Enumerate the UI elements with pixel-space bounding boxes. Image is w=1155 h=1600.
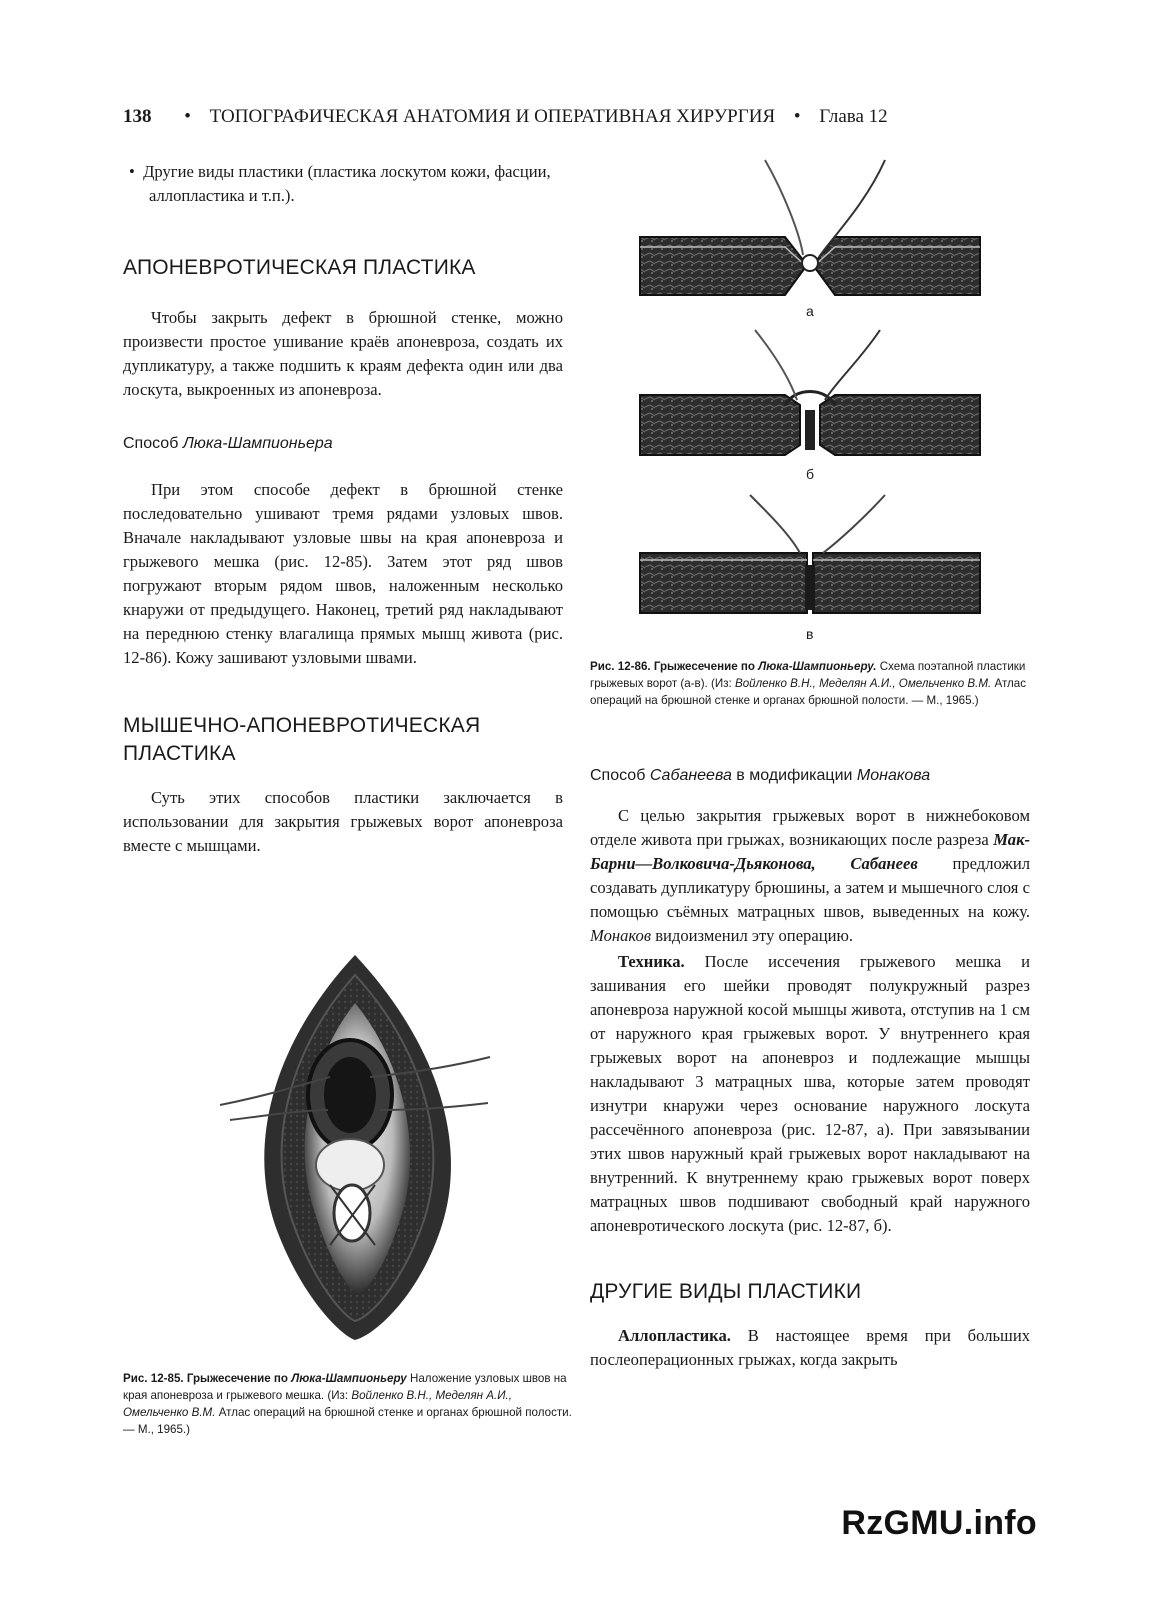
book-title: ТОПОГРАФИЧЕСКАЯ АНАТОМИЯ И ОПЕРАТИВНАЯ ХИРУРГИЯ	[209, 106, 776, 127]
paragraph-technique	[590, 950, 1030, 1238]
section-title-aponeurotic: АПОНЕВРОТИЧЕСКАЯ ПЛАСТИКА	[123, 256, 476, 279]
fig86-label-italic: Люка-Шампионьеру.	[758, 660, 877, 673]
method2-mod: Монакова	[856, 767, 931, 784]
method-heading-luca	[123, 432, 563, 456]
fig85-authors: Войленко В.Н., Меделян А.И., Омельченко В.М.	[123, 1389, 512, 1419]
fig86-authors: Войленко В.Н., Меделян А.И., Омельченко В.М.	[734, 677, 992, 690]
panel-a-label: а	[806, 303, 814, 319]
fig85-source: Атлас операций на брюшной стенке и органах брюшной полости. — М., 1965.)	[123, 1406, 572, 1436]
technique-label: Техника.	[618, 952, 685, 971]
section-title-musculo	[123, 712, 563, 768]
paragraph-sabaneev	[590, 804, 1030, 948]
fig85-label-italic: Люка-Шампионьеру	[291, 1372, 407, 1385]
figure-12-85-caption	[123, 1370, 575, 1438]
panel-b-label: б	[806, 466, 815, 482]
fig85-text: Наложение узловых швов на края апоневроза и грыжевого мешка. (Из:	[123, 1372, 567, 1402]
sab-text-d: Монаков	[590, 926, 652, 945]
method-heading-sabaneev	[590, 764, 1030, 788]
paragraph-alloplasty	[590, 1324, 1030, 1372]
fig86-source: Атлас операций на брюшной стенке и органах брюшной полости. — М., 1965.)	[590, 677, 1027, 707]
bullet-marker: •	[129, 162, 135, 181]
method2-name: Сабанеева	[649, 767, 732, 784]
sab-text-c: предложил создавать дупликатуру брюшины, а затем и мышечного слоя с помощью съёмных матрацных швов, выведенных на кожу.	[590, 854, 1030, 921]
left-column	[123, 160, 563, 858]
allo-text: В настоящее время при больших послеоперационных грыжах, когда закрыть	[590, 1326, 1031, 1369]
paragraph-musculo: Суть этих способов пластики заключается в использовании для закрытия грыжевых ворот апоневроза вместе с мышцами.	[123, 788, 563, 855]
figure-12-86-illustration	[635, 155, 985, 645]
figure-12-86-caption	[590, 658, 1030, 709]
panel-c-label: в	[806, 626, 814, 642]
bullet-item	[123, 160, 563, 208]
panel-b-graphic	[640, 330, 980, 455]
panel-c-graphic	[640, 495, 980, 613]
bullet-text: Другие виды пластики (пластика лоскутом кожи, фасции, аллопластика и т.п.).	[143, 162, 551, 205]
fig86-label: Рис. 12-86. Грыжесечение по	[590, 660, 755, 673]
method-prefix: Способ	[123, 435, 179, 452]
method2-mid: в модификации	[736, 767, 853, 784]
sab-text-e: видоизменил эту операцию.	[655, 926, 854, 945]
right-column	[590, 764, 1030, 1372]
section-title-line1: МЫШЕЧНО-АПОНЕВРОТИЧЕСКАЯ	[123, 714, 481, 737]
sab-text-b: Мак-Барни—Волковича-Дьяконова, Сабанеев	[590, 830, 1031, 873]
header-separator-2: •	[793, 106, 801, 127]
panel-a-graphic	[640, 160, 980, 295]
fig86-text: Схема поэтапной пластики грыжевых ворот (а-в). (Из:	[590, 660, 1026, 690]
paragraph-luca: При этом способе дефект в брюшной стенке последовательно ушивают тремя рядами узловых швов. Вначале накладывают узловые швы на края апоневроза и грыжевого мешка (рис. 12-85). Затем этот ряд швов погружают вторым рядом швов, наложенным несколько кнаружи от предыдущего. Наконец, третий ряд накладывают на переднюю стенку влагалища прямых мышц живота (рис. 12-86). Кожу зашивают узловыми швами.	[123, 480, 563, 667]
watermark-logo: RzGMU.info	[841, 1504, 1037, 1542]
section-title-line2: ПЛАСТИКА	[123, 742, 236, 765]
technique-text: После иссечения грыжевого мешка и зашивания его шейки проводят полукружный разрез апоневроза наружной косой мышцы живота, отступив на 1 см от наружного края грыжевых ворот. У внутреннего края грыжевых ворот на апоневроз и подлежащие мышцы накладывают 3 матрацных шва, которые затем проводят изнутри кнаружи через основание наружного лоскута рассечённого апоневроза (рис. 12-87, а). При завязывании этих швов наружный край грыжевых ворот накладывают на внутренний. К внутреннему краю грыжевых ворот поверх матрацных швов подшивают свободный край наружного апоневротического лоскута (рис. 12-87, б).	[590, 952, 1030, 1235]
allo-label: Аллопластика.	[618, 1326, 731, 1345]
section-title-other: ДРУГИЕ ВИДЫ ПЛАСТИКИ	[590, 1280, 862, 1303]
running-header	[123, 106, 963, 132]
fig85-label: Рис. 12-85. Грыжесечение по	[123, 1372, 288, 1385]
header-separator: •	[184, 106, 191, 127]
page-number: 138	[123, 106, 152, 127]
chapter-label: Глава 12	[819, 106, 888, 127]
figure-12-85-illustration	[210, 945, 500, 1345]
method-name: Люка-Шампионьера	[182, 435, 333, 452]
paragraph-aponeurotic: Чтобы закрыть дефект в брюшной стенке, можно произвести простое ушивание краёв апоневроза, создать их дупликатуру, а также подшить к краям дефекта один или два лоскута, выкроенных из апоневроза.	[123, 308, 563, 399]
method2-prefix: Способ	[590, 767, 646, 784]
sab-text-a: С целью закрытия грыжевых ворот в нижнебоковом отделе живота при грыжах, возникающих после разреза	[590, 806, 1030, 849]
